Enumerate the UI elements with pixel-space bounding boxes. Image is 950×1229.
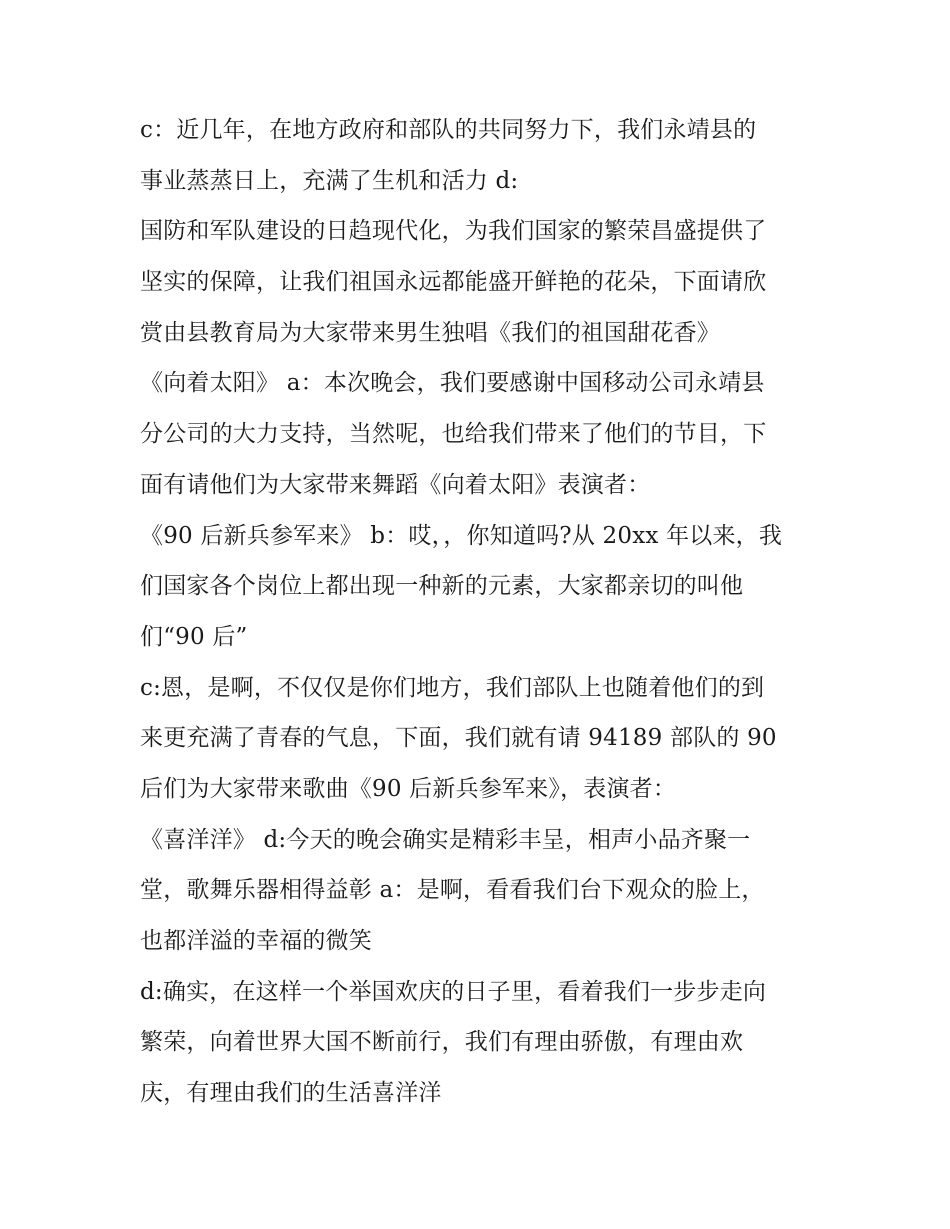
text-line-5: 赏由县教育局为大家带来男生独唱《我们的祖国甜花香》: [140, 319, 720, 346]
text-line-7: 分公司的大力支持，当然呢，也给我们带来了他们的节目，下: [140, 421, 767, 448]
text-line-17: 也都洋溢的幸福的微笑: [140, 928, 372, 954]
text-line-1: c：近几年，在地方政府和部队的共同努力下，我们永靖县的: [140, 117, 757, 143]
text-line-8: 面有请他们为大家带来舞蹈《向着太阳》表演者：: [140, 471, 651, 498]
text-line-10: 们国家各个岗位上都出现一种新的元素，大家都亲切的叫他: [140, 573, 744, 600]
document-body: [140, 105, 820, 1119]
text-line-13: 来更充满了青春的气息，下面，我们就有请 94189 部队的 90: [140, 725, 777, 752]
text-line-2: 事业蒸蒸日上，充满了生机和活力 d:: [140, 167, 519, 194]
text-line-20: 庆，有理由我们的生活喜洋洋: [140, 1080, 442, 1107]
text-line-19: 繁荣，向着世界大国不断前行，我们有理由骄傲，有理由欢: [140, 1029, 744, 1056]
text-line-18: d:确实，在这样一个举国欢庆的日子里，看着我们一步步走向: [140, 978, 767, 1005]
text-line-4: 坚实的保障，让我们祖国永远都能盛开鲜艳的花朵，下面请欣: [140, 269, 767, 296]
text-line-11: 们“90 后”: [140, 623, 248, 650]
text-line-6: 《向着太阳》 a：本次晚会，我们要感谢中国移动公司永靖县: [140, 370, 765, 397]
text-line-12: c:恩，是啊，不仅仅是你们地方，我们部队上也随着他们的到: [140, 674, 765, 701]
text-line-15: 《喜洋洋》 d:今天的晚会确实是精彩丰呈，相声小品齐聚一: [140, 826, 751, 853]
text-line-3: 国防和军队建设的日趋现代化，为我们国家的繁荣昌盛提供了: [140, 218, 767, 245]
text-line-9: 《90 后新兵参军来》 b：哎，，你知道吗?从 20xx 年以来，我: [140, 522, 783, 549]
text-line-14: 后们为大家带来歌曲《90 后新兵参军来》，表演者：: [140, 775, 677, 802]
text-line-16: 堂，歌舞乐器相得益彰 a：是啊，看看我们台下观众的脸上，: [140, 877, 765, 904]
